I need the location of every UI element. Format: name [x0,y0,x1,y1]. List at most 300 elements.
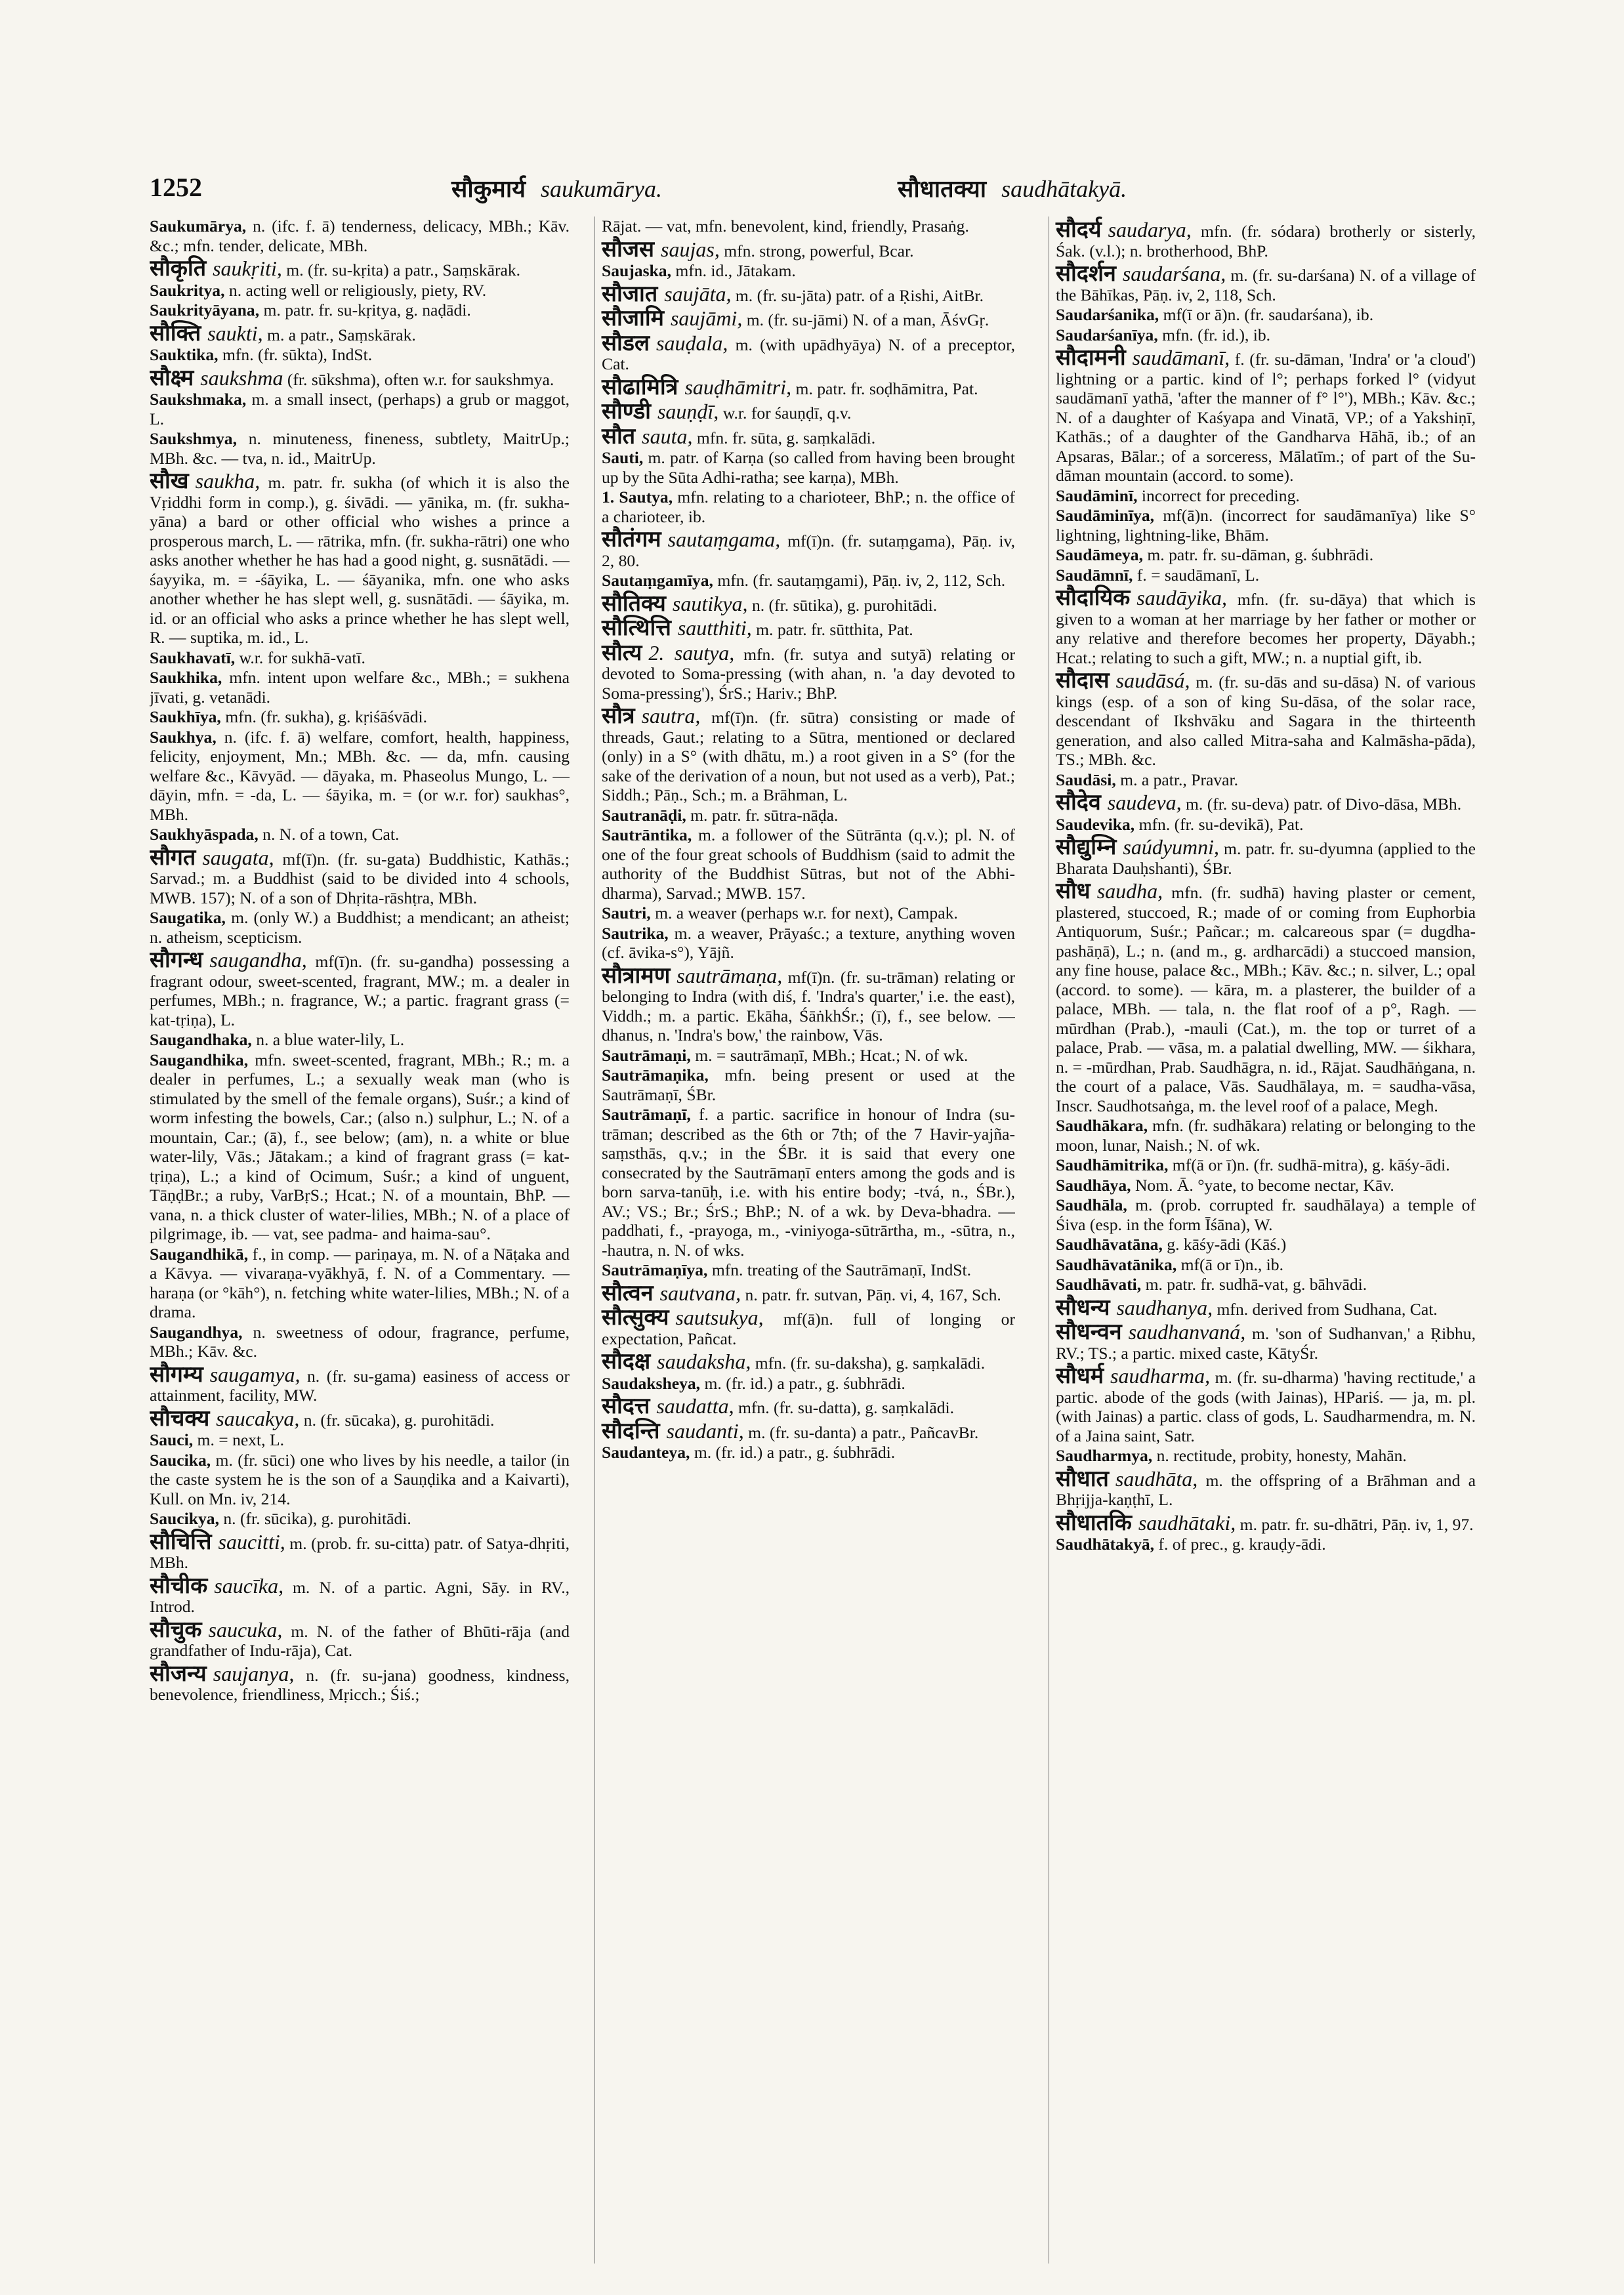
entry-devanagari: सौजात [602,281,658,306]
entry-definition: n. (fr. su-jana) goodness, kindness, benevolence, friendliness, Mṛicch.; Śiś.; [150,1665,570,1704]
entry-definition: m. a small insect, (perhaps) a grub or maggot, L. [150,390,570,428]
entry-headword: saujas, [661,237,720,261]
dictionary-entry [602,704,1015,805]
entry-definition: mf(ā)n. full of longing or expectation, Pañcat. [602,1310,1015,1348]
entry-definition: n. N. of a town, Cat. [262,825,400,844]
entry-headword: Saudhāvati, [1056,1275,1142,1294]
entry-devanagari: सौचक्य [150,1406,210,1431]
entry-headword: Saugandhika, [150,1050,249,1069]
dictionary-entry [602,331,1015,374]
entry-devanagari: सौदत्त [602,1394,650,1418]
dictionary-entry [150,321,570,346]
dictionary-entry [602,448,1015,487]
entry-headword: saugamya, [209,1362,301,1386]
dictionary-entry [602,571,1015,590]
entry-headword: 2. sautya, [648,640,735,665]
entry-definition: n. sweetness of odour, fragrance, perfume, MBh.; Kāv. &c. [150,1322,570,1361]
dictionary-entry [602,1443,1015,1462]
entry-headword: Saudanteya, [602,1443,690,1462]
entry-devanagari: सौदेव [1056,791,1101,815]
entry-headword: sautvana, [659,1281,741,1305]
entry-definition: n. (fr. sūcika), g. purohitādi. [223,1509,411,1528]
entry-definition: n. (fr. sūcaka), g. purohitādi. [303,1410,495,1430]
entry-headword: saudaksha, [657,1350,751,1373]
dictionary-entry [602,237,1015,262]
entry-headword: sauta, [642,424,693,448]
entry-headword: sautra, [641,704,701,728]
entry-definition: m. (fr. sūci) one who lives by his needle, a tailor (in the caste system he is the son of a Sauṇḍika and a Kaivarti), Kull. on Mn. iv, 214. [150,1450,570,1508]
entry-definition: m. a patr., Saṃskārak. [267,325,416,344]
right-running-headword [898,172,1127,204]
dictionary-entry [602,903,1015,923]
entry-definition: Nom. Ā. °yate, to become nectar, Kāv. [1135,1175,1394,1195]
entry-definition: mf(ī)n. (fr. sūtra) consisting or made of threads, Gaut.; relating to a Sūtra, mentioned or declared (only) in a S° (with dhātu, m.) a root given in a S° (for the sake of the derivation of a noun, but not used as a verb), Pat.; Siddh.; Pāṇ., Sch.; m. a Brāhman, L. [602,708,1015,804]
dictionary-entry [1056,1510,1476,1535]
dictionary-entry [1056,1255,1476,1275]
entry-devanagari: सौदास [1056,669,1110,693]
dictionary-entry [150,707,570,727]
page-header [150,172,1475,211]
dictionary-entry [1056,1195,1476,1234]
dictionary-entry [150,1529,570,1573]
entry-definition: m. (prob. fr. su-citta) patr. of Satya-dhṛiti, MBh. [150,1533,570,1572]
entry-definition: mf(ā)n. (incorrect for saudāmanīya) like S° lightning, lightning-like, Bhām. [1056,506,1476,545]
entry-headword: Saudāsi, [1056,770,1116,789]
entry-devanagari: सौत्सुक्य [602,1306,669,1330]
entry-definition: m. (fr. su-kṛita) a patr., Saṃskārak. [286,260,521,279]
entry-headword: Saudhāmitrika, [1056,1155,1169,1174]
entry-devanagari: सौण्डी [602,400,651,424]
dictionary-entry [602,1046,1015,1065]
dictionary-entry [1056,835,1476,878]
dictionary-entry [1056,879,1476,1115]
entry-definition: m. a follower of the Sūtrānta (q.v.); pl. N. of one of the four great schools of Buddhism (said to admit the authority of the Buddhist Sūtras, but not of the Abhi-dharma), Sarvad.; MWB. 157. [602,825,1015,903]
dictionary-entry [150,390,570,428]
entry-devanagari: सौदन्ति [602,1418,660,1443]
entry-headword: Saudhāvatānika, [1056,1254,1177,1274]
entry-headword: Saudāminī, [1056,486,1138,505]
entry-definition: mfn. being present or used at the Sautrāmaṇī, ŚBr. [602,1065,1015,1104]
entry-headword: Saudhāvatāna, [1056,1235,1163,1254]
entry-headword: saukshma [200,365,283,390]
dictionary-entry [602,924,1015,962]
dictionary-entry [1056,1466,1476,1510]
entry-definition: f. a partic. sacrifice in honour of Indra (su-trāman; described as the 6th or 7th; of the 7 Havir-yajña-saṃsthās, q.v.; in the ŚBr. it is said that every one consecrated by the Sautrāmaṇī enters among the gods and is born sarva-tanūḥ, i.e. with his entire body; -tvá, n., ŚBr.), AV.; VS.; Br.; ŚrS.; BhP.; N. of a wk. by Deva-bhadra. — paddhati, f., -prayoga, m., -viniyoga-sūtrārtha, m., -sūtra, n., -hautra, n. N. of wks. [602,1105,1015,1260]
entry-headword: sauḍala, [656,331,728,355]
entry-headword: saudarśana, [1122,262,1226,285]
entry-headword: Sautaṃgamīya, [602,571,713,590]
entry-headword: 1. Sautya, [602,487,673,507]
dictionary-entry [602,1065,1015,1104]
entry-devanagari: सौदक्ष [602,1350,651,1374]
dictionary-entry [1056,486,1476,506]
entry-definition: m. 'son of Sudhanvan,' a Ṛibhu, RV.; TS.; a partic. mixed caste, KātyŚr. [1056,1324,1476,1363]
entry-headword: Saudevika, [1056,814,1135,834]
entry-definition: w.r. for śauṇḍī, q.v. [722,403,852,423]
dictionary-entry [150,1430,570,1450]
entry-headword: Saugatika, [150,908,226,927]
entry-devanagari: सौजस [602,237,655,262]
dictionary-entry [150,1451,570,1509]
dictionary-entry [602,1308,1015,1348]
entry-devanagari: सौत्य [602,640,642,665]
entry-definition: m. (prob. corrupted fr. saudhālaya) a temple of Śiva (esp. in the form Īśāna), W. [1056,1195,1476,1234]
dictionary-entry [150,345,570,365]
entry-headword: Saudhāla, [1056,1195,1127,1214]
entry-definition: mfn. (fr. su-datta), g. saṃkalādi. [738,1398,955,1417]
entry-headword: Saujaska, [602,261,671,280]
entry-devanagari: सौजन्य [150,1661,207,1686]
entry-headword: Saukshmya, [150,429,238,448]
dictionary-entry [1056,545,1476,565]
dictionary-entry [1056,1295,1476,1320]
left-headword-roman: saukumārya. [541,176,663,202]
entry-headword: saudatta, [656,1394,734,1418]
dictionary-entry [602,1418,1015,1443]
dictionary-entry [1056,220,1476,260]
entry-headword: Saudarśanika, [1056,305,1159,324]
dictionary-entry [602,640,1015,703]
entry-devanagari: सौजामि [602,306,664,331]
entry-headword: Saudaksheya, [602,1373,701,1393]
entry-definition: m. (fr. su-deva) patr. of Divo-dāsa, MBh. [1186,795,1462,814]
entry-definition: mfn. (fr. sukha), g. kṛiśāśvādi. [225,707,428,726]
dictionary-entry [150,668,570,707]
entry-definition: m. = next, L. [197,1430,284,1449]
dictionary-entry [150,429,570,468]
entry-devanagari: सौगन्ध [150,948,203,972]
entry-definition: m. (fr. id.) a patr., g. śubhrādi. [704,1373,906,1393]
entry-definition: mf(ī)n. (fr. su-trāman) relating or belonging to Indra (with diś, f. 'Indra's quarter,' i.e. the east), Viddh.; m. a partic. Ekāha, ŚāṅkhŚr.; (ī), f., see below. — dhanus, n. 'Indra's bow,' the rainbow, Vās. [602,967,1015,1044]
dictionary-entry [1056,1155,1476,1175]
entry-definition: m. a weaver, Prāyaśc.; a texture, anything woven (cf. āvika-s°), Yājñ. [602,923,1015,962]
entry-headword: saugata, [202,845,274,869]
entry-headword: Saukritya, [150,280,225,300]
entry-definition: mfn. treating of the Sautrāmaṇī, IndSt. [711,1260,972,1279]
entry-definition: incorrect for preceding. [1141,486,1300,505]
entry-definition: mfn. (fr. sūkta), IndSt. [222,345,373,364]
dictionary-entry [1056,815,1476,835]
entry-definition: m. (fr. id.) a patr., g. śubhrādi. [694,1443,896,1462]
entry-headword: Sautranāḍi, [602,805,686,825]
dictionary-entry [602,1374,1015,1394]
entry-headword: Sautri, [602,903,651,922]
entry-headword: Saucika, [150,1450,211,1470]
entry-definition: m. (fr. su-danta) a patr., PañcavBr. [748,1422,979,1442]
entry-devanagari: सौदायिक [1056,586,1131,610]
entry-headword: Saukhavatī, [150,648,236,667]
entry-definition: f. (fr. su-dāman, 'Indra' or 'a cloud') lightning or a partic. kind of l°; perhaps forked l° (vidyut saudāmanī yathā, 'after the manner of f° l°'), MBh.; Kāv. &c.; N. of a daughter of Kaśyapa and Vinatā, VP.; of a Yakshiṇī, Kathās.; of a daughter of the Gandharva Hāhā, ib.; of an Apsaras, Bālar.; of a sorceress, Mālatīm.; of part of the Su-dāman mountain (accord. to some). [1056,350,1476,485]
entry-devanagari: सौगत [150,845,196,870]
entry-definition: m. patr. fr. su-kṛitya, g. naḍādi. [263,300,471,320]
entry-headword: Sautrāmaṇī, [602,1105,691,1124]
entry-headword: Saugandhya, [150,1322,243,1342]
entry-headword: Saukumārya, [150,217,247,236]
entry-headword: Saudarśanīya, [1056,325,1158,344]
entry-definition: m. a patr., Pravar. [1120,770,1238,789]
entry-definition: mfn. (fr. su-daksha), g. saṃkalādi. [755,1354,986,1373]
dictionary-entry [602,424,1015,449]
entry-definition: n. acting well or religiously, piety, RV. [228,280,487,300]
dictionary-entry [150,1661,570,1705]
dictionary-entry [150,648,570,668]
entry-definition: mfn. fr. sūta, g. saṃkalādi. [696,428,876,447]
dictionary-entry [602,402,1015,423]
entry-definition: f. = saudāmanī, L. [1136,565,1260,585]
entry-definition: m. (fr. su-jāta) patr. of a Ṛishi, AitBr. [735,285,984,305]
entry-definition: mfn. id., Jātakam. [675,261,796,280]
entry-definition: m. (fr. su-dharma) 'having rectitude,' a partic. abode of the gods (with Jainas), HPariś. — ja, m. pl. (with Jainas) a partic. class of gods, L. Saudharmendra, m. N. of a Jaina saint, Satr. [1056,1368,1476,1445]
dictionary-entry [1056,586,1476,667]
entry-devanagari: सौधात [1056,1466,1109,1491]
right-headword-roman: saudhātakyā. [1001,176,1127,202]
entry-headword: saudha, [1096,879,1163,903]
entry-headword: saucitti, [218,1529,285,1554]
dictionary-entry [150,217,570,255]
entry-headword: Sauci, [150,1430,194,1449]
entry-definition: m. (fr. su-jāmi) N. of a man, ĀśvGṛ. [746,310,989,329]
entry-headword: Sautrāmaṇika, [602,1065,709,1085]
entry-definition: n. minuteness, fineness, subtlety, MaitrUp.; MBh. &c. — tva, n. id., MaitrUp. [150,429,570,468]
entry-definition: n. patr. fr. sutvan, Pāṇ. vi, 4, 167, Sch. [745,1285,1001,1304]
entry-definition: m. (only W.) a Buddhist; a mendicant; an atheist; n. atheism, scepticism. [150,908,570,947]
entry-devanagari: सौत्थित्ति [602,616,671,640]
entry-definition: mfn. (fr. sutya and sutyā) relating or devoted to Soma-pressing (with ahan, n. 'a day devoted to Soma-pressing'), ŚrS.; Hariv.; BhP. [602,644,1015,703]
entry-headword: saukti, [207,321,263,345]
entry-definition: m. (fr. su-dās and su-dāsa) N. of various kings (esp. of a son of king Su-dāsa, of the solar race, descendant of Ikshvāku and Sagara in the thirteenth generation, and also called Mitra-saha and Kalmāsha-pāda), TS.; MBh. &c. [1056,672,1476,769]
dictionary-entry [1056,348,1476,486]
dictionary-entry [1056,1446,1476,1466]
entry-definition: n. (ifc. f. ā) welfare, comfort, health, happiness, felicity, enjoyment, Mn.; MBh. &c. — da, mfn. causing welfare &c., Kāvyād. — dāyaka, m. Phaseolus Mungo, L. — dāyin, mfn. = -da, L. — śāyika, m. = (or w.r. for) saukhas°, MBh. [150,727,570,824]
entry-devanagari: सौत [602,424,636,449]
entry-headword: saukha, [195,469,260,493]
dictionary-entry [602,527,1015,570]
entry-headword: saudharma, [1110,1364,1211,1388]
entry-definition: m. patr. fr. sukha (of which it is also the Vṛiddhi form in comp.), g. śivādi. — yānika, m. (fr. sukha-yāna) a bard or other official who wishes a prince a prosperous march, L. — rātrika, mfn. (fr. sukha-rātri) one who asks another whether he has had a good night, g. susnātādi. — śayyika, m. = -śāyika, L. — śāyanika, mfn. one who asks another whether he has slept well, g. susnātādi. — śāyika, m. id. or an official who asks a prince whether he has slept well, R. — suptika, m. id., L. [150,473,570,647]
entry-headword: Saugandhaka, [150,1030,252,1049]
entry-devanagari: सौधातकि [1056,1510,1132,1535]
entry-devanagari: सौदर्शन [1056,262,1116,286]
entry-devanagari: सौध [1056,879,1091,903]
entry-definition: m. (fr. su-darśana) N. of a village of the Bāhīkas, Pāṇ. iv, 2, 118, Sch. [1056,266,1476,304]
entry-headword: saudāsá, [1115,669,1190,692]
entry-definition: g. kāśy-ādi (Kāś.) [1167,1235,1287,1254]
entry-headword: saucakya, [216,1406,300,1430]
entry-headword: saudhanvaná, [1128,1320,1246,1344]
entry-definition: mf(ā or ī)n. (fr. sudhā-mitra), g. kāśy-ādi. [1172,1155,1450,1174]
entry-headword: sautthiti, [677,616,752,640]
dictionary-entry [602,487,1015,526]
dictionary-entry [1056,566,1476,585]
entry-headword: saudanti, [666,1418,744,1443]
entry-definition: mf(ā or ī)n., ib. [1180,1254,1283,1274]
dictionary-entry [150,469,570,648]
entry-definition: n. rectitude, probity, honesty, Mahān. [1156,1446,1407,1465]
entry-devanagari: सौतंगम [602,527,661,552]
entry-definition: m. N. of the father of Bhūti-rāja (and grandfather of Indu-rāja), Cat. [150,1621,570,1660]
entry-definition: mfn. sweet-scented, fragrant, MBh.; R.; m. a dealer in perfumes, L.; a sexually weak man (who is stimulated by the smell of the female organs), Suśr.; a kind of worm infesting the bowels, Car.; (also n.) sulphur, L.; N. of a mountain, Car.; (ā), f., see below; (am), n. a white or blue water-lily, Vās.; Jātakam.; a kind of fragrant grass (= kat-tṛiṇa), L.; a kind of Ocimum, Suśr.; a kind of unguent, TāṇḍBr.; a ruby, VarBṛS.; Hcat.; N. of a mountain, BhP. — vana, n. a thick cluster of water-lilies, MBh.; N. of a place of pilgrimage, ib. — vat, see padma- and haima-sau°. [150,1050,570,1243]
entry-headword: Sautrāmaṇi, [602,1045,691,1065]
dictionary-entry [1056,506,1476,545]
entry-definition: mfn. (fr. sódara) brotherly or sisterly, Śak. (v.l.); n. brotherhood, BhP. [1056,222,1476,260]
column-2 [594,217,1015,2264]
dictionary-entry [602,306,1015,331]
entry-headword: saudhātaki, [1138,1510,1236,1535]
entry-headword: Sautrāmaṇīya, [602,1260,708,1279]
entry-headword: Saukhyāspada, [150,825,259,844]
dictionary-entry [150,1406,570,1431]
dictionary-entry [150,1323,570,1361]
entry-devanagari: सौक्ति [150,321,201,346]
entry-definition: n. a blue water-lily, L. [256,1030,405,1049]
entry-devanagari: सौख [150,469,189,493]
entry-headword: sautsukya, [675,1306,764,1329]
entry-definition: n. (fr. su-gama) easiness of access or attainment, facility, MW. [150,1366,570,1405]
dictionary-entry [150,908,570,947]
entry-devanagari: सौचित्ति [150,1529,212,1554]
entry-headword: Saudāmeya, [1056,545,1143,564]
entry-definition: w.r. for sukhā-vatī. [239,648,365,667]
dictionary-entry [150,365,570,390]
entry-headword: saukṛiti, [213,257,282,280]
entry-headword: Saukshmaka, [150,390,247,409]
dictionary-entry [1056,325,1476,345]
entry-devanagari: सौढामित्रि [602,375,678,400]
dictionary-entry [1056,1320,1476,1363]
dictionary-entry [150,1573,570,1617]
dictionary-entry [150,825,570,844]
left-running-headword [451,172,662,204]
entry-definition: mfn. derived from Sudhana, Cat. [1217,1299,1438,1319]
entry-headword: saudāyika, [1136,586,1228,610]
dictionary-entry [602,261,1015,281]
entry-headword: Sauti, [602,448,644,467]
dictionary-entry [602,1260,1015,1280]
entry-definition: n. (fr. sūtika), g. purohitādi. [751,595,938,615]
entry-definition: m. = sautrāmaṇī, MBh.; Hcat.; N. of wk. [695,1045,968,1065]
entry-devanagari: सौडल [602,331,650,356]
dictionary-entry [602,1105,1015,1260]
entry-headword: Saugandhikā, [150,1244,249,1264]
dictionary-entry [150,1245,570,1322]
entry-definition: mfn. (fr. sautaṃgami), Pāṇ. iv, 2, 112, Sch. [717,571,1006,590]
entry-definition: m. patr. fr. su-dyumna (applied to the Bharata Dauḥshanti), ŚBr. [1056,839,1476,878]
dictionary-entry [1056,1364,1476,1445]
entry-definition: mfn. strong, powerful, Bcar. [724,241,914,260]
dictionary-entry [150,948,570,1029]
dictionary-entry [602,281,1015,306]
entry-devanagari: सौदर्य [1056,218,1102,242]
entry-definition: mfn. (fr. su-dāya) that which is given to a woman at her marriage by her father or mother or any relative and therefore becomes her property, Dāyabh.; Hcat.; relating to such a gift, MW.; n. a nuptial gift, ib. [1056,590,1476,667]
dictionary-entry [602,1281,1015,1306]
entry-headword: saúdyumni, [1123,835,1220,859]
dictionary-entry [150,1050,570,1244]
entry-definition: mfn. (fr. id.), ib. [1162,325,1271,344]
entry-definition: mfn. relating to a charioteer, BhP.; n. the office of a charioteer, ib. [602,487,1015,526]
dictionary-entry [602,806,1015,825]
dictionary-entry [150,728,570,825]
entry-devanagari: सौधन्वन [1056,1320,1122,1344]
entry-headword: Saudhāya, [1056,1175,1131,1195]
entry-headword: Saukhya, [150,727,217,747]
dictionary-entry [602,825,1015,903]
entry-definition: mf(ī)n. (fr. su-gandha) possessing a fragrant odour, sweet-scented, fragrant, MW.; m. a dealer in perfumes, MBh.; n. fragrance, W.; a partic. fragrant grass (= kat-tṛiṇa), L. [150,952,570,1029]
entry-headword: saucīka, [214,1573,284,1598]
entry-headword: Saudhākara, [1056,1116,1148,1135]
entry-headword: Sautrika, [602,923,669,943]
entry-headword: Sautrāntika, [602,825,692,844]
entry-devanagari: सौतिक्य [602,591,666,616]
entry-headword: saudeva, [1107,791,1182,814]
entry-devanagari: सौदामनी [1056,346,1126,370]
entry-headword: saudarya, [1108,218,1192,241]
dictionary-entry [150,300,570,320]
page-number: 1252 [150,173,202,202]
entry-definition: f., in comp. — pariṇaya, m. N. of a Nāṭaka and a Kāvya. — vivaraṇa-vyākhyā, f. N. of a Commentary. — haraṇa (or °kāh°), n. fetching white water-lilies, MBh.; N. of a drama. [150,1244,570,1321]
dictionary-entry [602,963,1015,1045]
entry-definition: m. (with upādhyāya) N. of a preceptor, Cat. [602,335,1015,373]
dictionary-entry [602,1352,1015,1373]
entry-headword: Saudāminīya, [1056,506,1155,525]
entry-definition: (fr. sūkshma), often w.r. for saukshmya. [287,369,554,389]
dictionary-entry [150,845,570,908]
entry-headword: Saukhika, [150,668,222,687]
dictionary-entry [1056,264,1476,304]
entry-headword: saugandha, [209,948,307,972]
dictionary-entry [1056,671,1476,770]
entry-headword: sautaṃgama, [667,527,781,551]
dictionary-entry [1056,1176,1476,1195]
entry-definition: mfn. intent upon welfare &c., MBh.; = sukhena jīvati, g. vetanādi. [150,668,570,707]
entry-definition: f. of prec., g. krauḍy-ādi. [1158,1535,1326,1554]
dictionary-entry [1056,793,1476,814]
entry-headword: sautikya, [672,591,748,615]
entry-definition: m. a weaver (perhaps w.r. for next), Campak. [655,903,958,922]
entry-definition: n. (ifc. f. ā) tenderness, delicacy, MBh.; Kāv. &c.; mfn. tender, delicate, MBh. [150,217,570,255]
entry-definition: m. patr. fr. sūtra-nāḍa. [690,805,839,825]
entry-definition: m. patr. fr. soḍhāmitra, Pat. [795,379,978,398]
entry-headword: Saudhātakyā, [1056,1535,1155,1554]
entry-headword: Saudharmya, [1056,1446,1153,1465]
dictionary-entry [1056,1235,1476,1254]
entry-devanagari: सौचुक [150,1617,202,1642]
entry-definition: m. patr. fr. sudhā-vat, g. bāhvādi. [1145,1275,1367,1294]
dictionary-entry [602,616,1015,640]
entry-headword: saujāmi, [670,306,743,330]
entry-definition: mf(ī or ā)n. (fr. saudarśana), ib. [1163,305,1374,324]
entry-headword: saujāta, [664,281,732,306]
dictionary-entry [602,1394,1015,1418]
entry-definition: m. N. of a partic. Agni, Sāy. in RV., Introd. [150,1577,570,1616]
entry-headword: Sauktika, [150,345,219,364]
entry-definition: m. patr. of Karṇa (so called from having been brought up by the Sūta Adhi-ratha; see karṇa), MBh. [602,448,1015,487]
entry-headword: sauḍhāmitri, [684,375,792,399]
dictionary-entry [1056,1535,1476,1554]
dictionary-entry [150,1509,570,1529]
entry-definition: m. patr. fr. su-dhātri, Pāṇ. iv, 1, 97. [1239,1514,1474,1534]
dictionary-entry [602,217,1015,236]
entry-devanagari: सौक्ष्म [150,365,194,390]
entry-devanagari: सौद्युम्नि [1056,835,1117,859]
entry-headword: saudhāta, [1115,1466,1198,1491]
entry-headword: sauṇḍī, [657,400,719,423]
dictionary-entry [150,1362,570,1405]
entry-devanagari: सौधन्य [1056,1295,1110,1320]
dictionary-entry [602,591,1015,616]
entry-headword: Saudāmnī, [1056,565,1133,585]
entry-definition: m. the offspring of a Brāhman and a Bhṛijja-kaṇṭhī, L. [1056,1470,1476,1509]
dictionary-entry [150,259,570,280]
